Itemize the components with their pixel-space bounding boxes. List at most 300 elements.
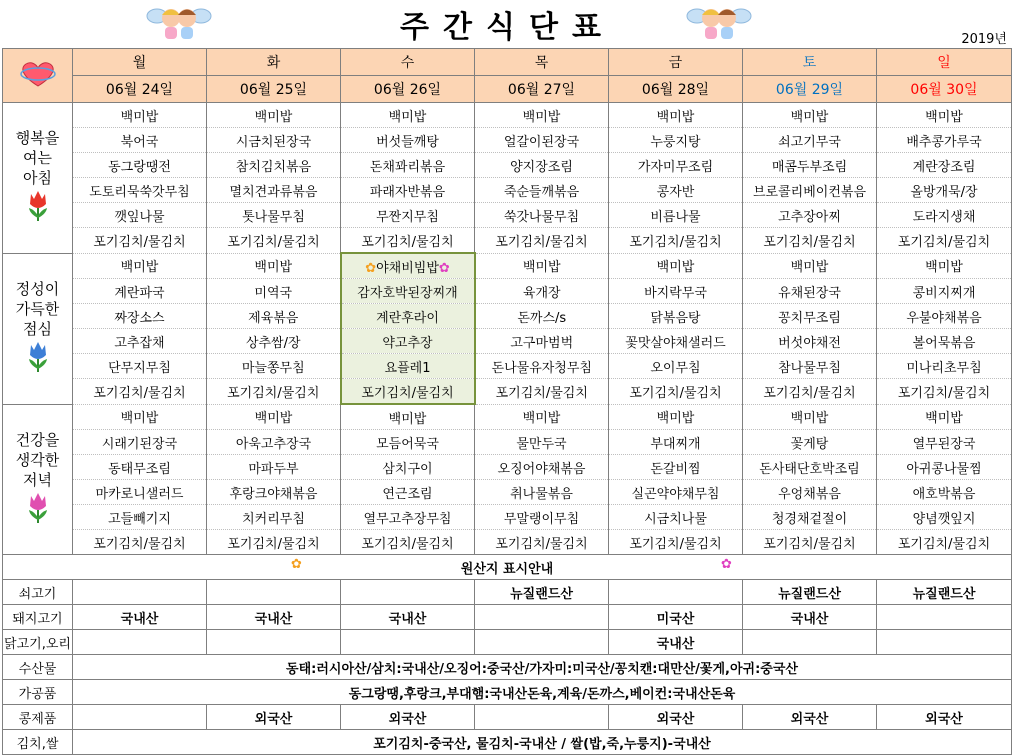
dish-cell (341, 279, 475, 304)
meal-row (3, 430, 1012, 455)
dish-name: 파래자반볶음 (369, 184, 446, 200)
dish-name: 백미밥 (656, 411, 695, 427)
dish-name: 포기김치/물김치 (495, 234, 588, 250)
dish-cell (877, 228, 1012, 254)
origin-row (3, 630, 1012, 655)
dish-cell (475, 178, 609, 203)
flower-icon: ✿ (438, 260, 450, 276)
dish-cell (341, 228, 475, 254)
origin-cell (207, 580, 341, 605)
origin-cell (475, 605, 609, 630)
meal-label-line: 점심 (23, 320, 52, 338)
origin-cell: 외국산 (877, 705, 1012, 730)
origin-cell: 국내산 (73, 605, 207, 630)
dish-cell (475, 279, 609, 304)
dish-name: 짜장소스 (114, 310, 165, 326)
dish-cell (609, 253, 743, 279)
dish-name: 백미밥 (120, 411, 159, 427)
dish-cell (341, 430, 475, 455)
origin-cell (877, 605, 1012, 630)
dish-cell (475, 203, 609, 228)
dish-name: 육개장 (522, 285, 561, 301)
dish-cell (743, 329, 877, 354)
dish-name: 제육볶음 (248, 310, 299, 326)
dish-cell (609, 128, 743, 153)
dish-name: 요플레1 (384, 360, 431, 376)
dish-name: 마카로니샐러드 (95, 486, 184, 502)
origin-label: 콩제품 (3, 705, 73, 730)
dish-name: 삼치구이 (382, 461, 433, 477)
dish-name: 포기김치/물김치 (361, 234, 454, 250)
dish-name: 상추쌈/장 (245, 335, 301, 351)
origin-span-cell: 동그랑땡,후랑크,부대햄:국내산돈육,계육/돈까스,베이컨:국내산돈육 (73, 680, 1012, 705)
meal-row (3, 178, 1012, 203)
dish-cell (73, 253, 207, 279)
dish-cell (73, 354, 207, 379)
dish-cell (341, 505, 475, 530)
dish-cell (609, 304, 743, 329)
dish-cell (743, 304, 877, 329)
dish-name: 백미밥 (656, 109, 695, 125)
origin-cell: 국내산 (743, 605, 877, 630)
dish-cell (609, 153, 743, 178)
dish-name: 계란파국 (114, 285, 165, 301)
dish-name: 도라지생채 (912, 209, 976, 225)
dish-name: 백미밥 (522, 411, 561, 427)
date-5: 06월 29일 (743, 76, 877, 103)
date-0: 06월 24일 (73, 76, 207, 103)
dish-name: 매콤두부조림 (771, 159, 848, 175)
dish-name: 포기김치/물김치 (495, 536, 588, 552)
weekday-row (3, 49, 1012, 76)
meal-label-line: 행복을 (15, 129, 60, 148)
dish-cell (73, 304, 207, 329)
dish-cell (743, 430, 877, 455)
dish-cell (609, 103, 743, 128)
dish-cell (207, 480, 341, 505)
dish-name: 물만두국 (516, 436, 567, 452)
dish-cell (877, 404, 1012, 430)
dish-name: 포기김치/물김치 (227, 234, 320, 250)
dish-name: 백미밥 (656, 260, 695, 276)
dish-name: 참나물무침 (778, 360, 841, 376)
origin-cell (475, 705, 609, 730)
dish-name: 포기김치/물김치 (227, 536, 320, 552)
origin-cell: 외국산 (341, 705, 475, 730)
dish-cell (341, 203, 475, 228)
dish-cell (475, 505, 609, 530)
weekday-0: 월 (73, 49, 207, 76)
dish-name: 톳나물무침 (242, 209, 305, 225)
dish-cell (207, 203, 341, 228)
dish-name: 볼어묵볶음 (912, 335, 976, 351)
dish-name: 고구마범벅 (510, 335, 574, 351)
dish-cell (207, 178, 341, 203)
dish-cell (341, 103, 475, 128)
dish-cell (73, 203, 207, 228)
dish-name: 배추콩가루국 (906, 134, 982, 150)
origin-cell (475, 630, 609, 655)
dish-cell (73, 153, 207, 178)
origin-cell: 외국산 (609, 705, 743, 730)
dish-name: 백미밥 (790, 411, 829, 427)
dish-cell (73, 329, 207, 354)
flower-icon: ✿ (365, 260, 377, 276)
dish-name: 후랑크야채볶음 (229, 486, 318, 502)
meal-label-1 (3, 253, 73, 404)
dish-name: 쇠고기무국 (778, 134, 841, 150)
dish-name: 고추장아찌 (778, 209, 841, 225)
dish-cell (341, 530, 475, 555)
dish-cell (475, 304, 609, 329)
origin-cell (73, 630, 207, 655)
dish-name: 동태무조림 (108, 461, 171, 477)
dish-cell (877, 253, 1012, 279)
dish-cell (73, 530, 207, 555)
dish-name: 고추잡채 (114, 335, 165, 351)
origin-label: 가공품 (3, 680, 73, 705)
dish-name: 단무지무침 (108, 360, 171, 376)
dish-cell (475, 404, 609, 430)
dish-cell (609, 530, 743, 555)
dish-name: 백미밥 (388, 109, 427, 125)
dish-name: 마늘쫑무침 (241, 360, 305, 376)
dish-cell (207, 253, 341, 279)
dish-name: 유채된장국 (778, 285, 841, 301)
dish-cell (743, 379, 877, 405)
dish-name: 꽃게탕 (790, 436, 829, 452)
dish-name: 바지락무국 (644, 285, 707, 301)
dish-cell (207, 354, 341, 379)
dish-cell (609, 178, 743, 203)
dish-name: 고들빼기지 (108, 511, 171, 527)
dish-name: 시금치나물 (644, 511, 707, 527)
origin-cell: 뉴질랜드산 (475, 580, 609, 605)
dish-name: 취나물볶음 (510, 486, 573, 502)
date-4: 06월 28일 (609, 76, 743, 103)
dish-name: 백미밥 (925, 260, 963, 276)
dish-cell (207, 404, 341, 430)
dish-name: 실곤약야채무침 (631, 486, 720, 502)
pink-tulip-icon (3, 490, 72, 529)
dish-cell (341, 304, 475, 329)
dish-cell (73, 505, 207, 530)
meal-label-0 (3, 103, 73, 254)
dish-name: 우엉채볶음 (778, 486, 841, 502)
year-label: 2019년 (961, 32, 1007, 47)
dish-cell (475, 128, 609, 153)
dish-name: 포기김치/물김치 (629, 385, 722, 401)
dish-name: 쑥갓나물무침 (503, 209, 580, 225)
dish-cell (609, 430, 743, 455)
origin-title: 원산지 표시안내 (460, 561, 554, 577)
page-title: 주간식단표 (400, 10, 615, 45)
meal-label-line: 생각한 (15, 450, 60, 469)
meal-row (3, 329, 1012, 354)
dish-cell (73, 379, 207, 405)
dish-cell (475, 329, 609, 354)
dish-name: 도토리묵쑥갓무침 (89, 184, 190, 200)
dish-name: 우불야채볶음 (906, 310, 982, 326)
meal-label-line: 가득한 (15, 300, 60, 318)
dish-name: 미역국 (254, 285, 293, 301)
dish-name: 포기김치/물김치 (763, 385, 856, 401)
meal-row (3, 103, 1012, 128)
dish-cell (475, 253, 609, 279)
dish-cell (877, 279, 1012, 304)
blue-tulip-icon (3, 339, 72, 378)
meal-row (3, 128, 1012, 153)
dish-name: 참치김치볶음 (235, 159, 312, 175)
dish-name: 포기김치/물김치 (93, 234, 186, 250)
origin-span-cell: 포기김치-중국산, 물김치-국내산 / 쌀(밥,죽,누룽지)-국내산 (73, 730, 1012, 755)
dish-cell (609, 505, 743, 530)
dish-cell (73, 128, 207, 153)
dish-name: 백미밥 (254, 109, 293, 125)
dish-name: 백미밥 (790, 260, 829, 276)
dish-cell (877, 128, 1012, 153)
meal-row (3, 480, 1012, 505)
dish-name: 백미밥 (254, 260, 293, 276)
dish-cell (743, 455, 877, 480)
meal-row (3, 379, 1012, 405)
date-2: 06월 26일 (341, 76, 475, 103)
dish-cell (207, 153, 341, 178)
dish-cell (475, 153, 609, 178)
dish-name: 무말랭이무침 (503, 511, 580, 527)
dish-name: 포기김치/물김치 (629, 234, 722, 250)
origin-label: 김치,쌀 (3, 730, 73, 755)
dish-cell (743, 253, 877, 279)
dish-name: 돈나물유자청무침 (491, 360, 592, 376)
origin-cell: 외국산 (207, 705, 341, 730)
dish-name: 포기김치/물김치 (361, 536, 454, 552)
meal-row (3, 404, 1012, 430)
dish-cell (475, 379, 609, 405)
origin-cell (743, 630, 877, 655)
dish-cell (475, 455, 609, 480)
origin-cell: 뉴질랜드산 (743, 580, 877, 605)
dish-cell (743, 279, 877, 304)
meal-row (3, 455, 1012, 480)
dish-name: 계란장조림 (912, 159, 976, 175)
dish-name: 누룽지탕 (650, 134, 701, 150)
meal-row (3, 304, 1012, 329)
weekday-3: 목 (475, 49, 609, 76)
dish-name: 오이무침 (650, 360, 701, 376)
dish-name: 감자호박된장찌개 (357, 285, 458, 301)
meal-row (3, 228, 1012, 254)
dish-name: 미나리초무침 (906, 360, 982, 376)
dish-cell (73, 178, 207, 203)
weekday-6: 일 (877, 49, 1012, 76)
dish-name: 브로콜리베이컨볶음 (752, 184, 867, 200)
dish-cell (609, 455, 743, 480)
dish-name: 모듬어묵국 (376, 436, 439, 452)
weekday-5: 토 (743, 49, 877, 76)
dish-cell (609, 354, 743, 379)
dish-cell (877, 480, 1012, 505)
dish-name: 양념깻잎지 (912, 511, 976, 527)
dish-name: 백미밥 (120, 109, 159, 125)
origin-cell (877, 630, 1012, 655)
dish-cell (743, 354, 877, 379)
date-6: 06월 30일 (877, 76, 1012, 103)
flower-icon: ✿ (291, 557, 302, 572)
dish-cell (877, 455, 1012, 480)
meal-row (3, 530, 1012, 555)
dish-name: 부대찌개 (650, 436, 701, 452)
dish-name: 백미밥 (388, 411, 427, 427)
dish-name: 백미밥 (522, 109, 561, 125)
meal-label-line: 여는 (23, 149, 52, 168)
meal-row (3, 279, 1012, 304)
dish-name: 열무된장국 (912, 436, 976, 452)
dish-cell (73, 103, 207, 128)
origin-row (3, 730, 1012, 755)
origin-cell: 외국산 (743, 705, 877, 730)
dish-name: 콩비지찌개 (912, 285, 976, 301)
origin-cell (609, 580, 743, 605)
dish-cell (743, 505, 877, 530)
meal-row (3, 203, 1012, 228)
dish-name: 포기김치/물김치 (227, 385, 320, 401)
dish-name: 동그랑땡전 (108, 159, 171, 175)
dish-cell (475, 354, 609, 379)
dish-name: 치커리무침 (242, 511, 305, 527)
dish-cell (341, 178, 475, 203)
origin-cell: 국내산 (341, 605, 475, 630)
dish-cell (475, 530, 609, 555)
dish-cell (743, 228, 877, 254)
dish-name: 포기김치/물김치 (897, 385, 991, 401)
dish-name: 연근조림 (382, 486, 433, 502)
origin-row (3, 580, 1012, 605)
dish-name: 꽁치무조림 (778, 310, 841, 326)
weekday-2: 수 (341, 49, 475, 76)
dish-cell (743, 103, 877, 128)
dish-cell (743, 480, 877, 505)
dish-cell (73, 228, 207, 254)
dish-cell (207, 329, 341, 354)
dish-cell (73, 404, 207, 430)
dish-cell (341, 354, 475, 379)
date-row (3, 76, 1012, 103)
dish-name: 청경채겉절이 (771, 511, 848, 527)
dish-name: 포기김치/물김치 (763, 536, 856, 552)
dish-cell (877, 430, 1012, 455)
dish-cell (877, 505, 1012, 530)
origin-label: 돼지고기 (3, 605, 73, 630)
dish-cell (877, 354, 1012, 379)
dish-cell (341, 379, 475, 405)
origin-label: 닭고기,오리 (3, 630, 73, 655)
dish-cell (877, 178, 1012, 203)
dish-cell (877, 203, 1012, 228)
dish-name: 아욱고추장국 (235, 436, 312, 452)
dish-name: 약고추장 (382, 335, 433, 351)
dish-name: 시금치된장국 (235, 134, 312, 150)
dish-name: 얼갈이된장국 (503, 134, 580, 150)
origin-cell (207, 630, 341, 655)
dish-cell (207, 103, 341, 128)
dish-cell (207, 455, 341, 480)
meal-label-line: 정성이 (15, 280, 60, 298)
dish-cell (609, 480, 743, 505)
dish-cell (73, 430, 207, 455)
dish-name: 백미밥 (120, 260, 159, 276)
meal-label-line: 저녁 (23, 470, 52, 489)
dish-name: 북어국 (120, 134, 159, 150)
dish-cell (609, 203, 743, 228)
origin-cell (73, 705, 207, 730)
dish-cell (743, 530, 877, 555)
dish-cell (207, 530, 341, 555)
origin-row (3, 655, 1012, 680)
dish-name: 콩자반 (656, 184, 695, 200)
date-3: 06월 27일 (475, 76, 609, 103)
dish-name: 비름나물 (650, 209, 701, 225)
cherub-couple-icon (685, 2, 753, 42)
dish-name: 백미밥 (522, 260, 561, 276)
origin-row (3, 680, 1012, 705)
dish-cell (207, 304, 341, 329)
dish-cell (341, 404, 475, 430)
heart-icon (18, 59, 58, 89)
meal-label-line: 아침 (23, 169, 52, 188)
dish-name: 가자미무조림 (637, 159, 714, 175)
dish-cell (475, 430, 609, 455)
meal-row (3, 505, 1012, 530)
dish-cell (207, 228, 341, 254)
origin-label: 쇠고기 (3, 580, 73, 605)
dish-name: 버섯야채전 (778, 335, 841, 351)
dish-name: 돈사태단호박조림 (759, 461, 860, 477)
dish-name: 열무고추장무침 (363, 511, 452, 527)
dish-name: 마파두부 (248, 461, 299, 477)
origin-title-row (3, 555, 1012, 580)
origin-cell: 뉴질랜드산 (877, 580, 1012, 605)
origin-cell (73, 580, 207, 605)
dish-name: 돈갈비찜 (650, 461, 701, 477)
dish-name: 포기김치/물김치 (495, 385, 588, 401)
dish-name: 양지장조림 (510, 159, 573, 175)
dish-name: 백미밥 (925, 411, 963, 427)
dish-name: 멸치견과류볶음 (229, 184, 318, 200)
meal-row (3, 153, 1012, 178)
dish-cell (743, 404, 877, 430)
dish-cell (609, 329, 743, 354)
dish-cell (341, 153, 475, 178)
dish-cell (207, 430, 341, 455)
dish-cell (341, 480, 475, 505)
dish-cell (743, 178, 877, 203)
origin-cell: 미국산 (609, 605, 743, 630)
dish-name: 포기김치/물김치 (93, 536, 186, 552)
dish-cell (475, 103, 609, 128)
dish-name: 닭볶음탕 (650, 310, 701, 326)
dish-cell (877, 530, 1012, 555)
dish-cell (341, 455, 475, 480)
dish-cell (207, 379, 341, 405)
origin-cell (341, 580, 475, 605)
dish-name: 포기김치/물김치 (93, 385, 186, 401)
dish-cell (475, 228, 609, 254)
origin-cell (341, 630, 475, 655)
dish-name: 돈까스/s (517, 310, 567, 326)
dish-cell (609, 279, 743, 304)
dish-cell (207, 505, 341, 530)
